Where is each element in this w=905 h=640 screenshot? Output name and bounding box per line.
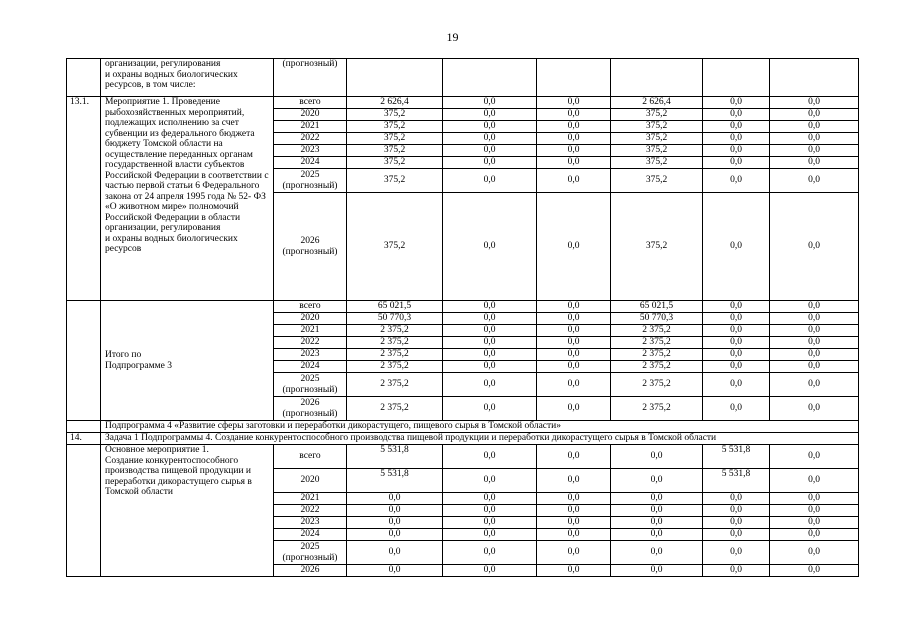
- value-cell: 375,2: [347, 157, 443, 169]
- table-row: [67, 59, 859, 97]
- value-cell: 0,0: [537, 361, 611, 373]
- value-cell: 375,2: [347, 121, 443, 133]
- value-cell: 0,0: [770, 121, 859, 133]
- value-cell: 5 531,8: [703, 469, 770, 493]
- value-cell: 0,0: [703, 157, 770, 169]
- value-cell: 0,0: [443, 157, 537, 169]
- value-cell: 50 770,3: [347, 313, 443, 325]
- value-cell: 0,0: [770, 193, 859, 301]
- value-cell: 5 531,8: [703, 445, 770, 469]
- value-cell: 0,0: [537, 349, 611, 361]
- value-cell: 2 375,2: [347, 361, 443, 373]
- period-cell: 2026 (прогнозный): [274, 397, 347, 421]
- value-cell: 0,0: [537, 373, 611, 397]
- value-cell: 0,0: [537, 145, 611, 157]
- value-cell: 2 375,2: [347, 373, 443, 397]
- period-cell: 2021: [274, 121, 347, 133]
- value-cell: [703, 59, 770, 97]
- value-cell: 2 375,2: [611, 397, 703, 421]
- value-cell: 0,0: [703, 397, 770, 421]
- value-cell: 0,0: [770, 313, 859, 325]
- value-cell: 375,2: [611, 121, 703, 133]
- value-cell: 0,0: [347, 565, 443, 577]
- row-number-cell: 14.: [67, 433, 101, 445]
- value-cell: 0,0: [443, 445, 537, 469]
- value-cell: 0,0: [443, 301, 537, 313]
- value-cell: 0,0: [537, 445, 611, 469]
- value-cell: 0,0: [611, 517, 703, 529]
- value-cell: 375,2: [347, 193, 443, 301]
- period-cell: 2025 (прогнозный): [274, 373, 347, 397]
- value-cell: 2 626,4: [611, 97, 703, 109]
- value-cell: 0,0: [770, 361, 859, 373]
- value-cell: 0,0: [770, 145, 859, 157]
- period-cell: 2025 (прогнозный): [274, 541, 347, 565]
- period-cell: всего: [274, 445, 347, 469]
- value-cell: 0,0: [770, 469, 859, 493]
- task-title: Задача 1 Подпрограммы 4. Создание конкурентоспособного производства пищевой продукции и переработки дикорастущего сырья в Томской области: [101, 433, 859, 445]
- value-cell: 0,0: [703, 301, 770, 313]
- value-cell: 0,0: [537, 169, 611, 193]
- value-cell: 2 375,2: [611, 337, 703, 349]
- period-cell: 2022: [274, 337, 347, 349]
- value-cell: 0,0: [703, 517, 770, 529]
- activity-name-cell: Мероприятие 1. Проведение рыбохозяйственных мероприятий, подлежащих исполнению за счет субвенции из федерального бюджета бюджету Томской области на осуществление переданных органам государственной власти субъектов Российской Федерации в соответствии с частью первой статьи 6 Федерального закона от 24 апреля 1995 года № 52- ФЗ «О животном мире» полномочий Российской Федерации в области организации, регулирования и охраны водных биологических ресурсов: [101, 97, 274, 301]
- value-cell: 0,0: [703, 505, 770, 517]
- value-cell: 0,0: [703, 493, 770, 505]
- value-cell: 65 021,5: [611, 301, 703, 313]
- period-cell: всего: [274, 97, 347, 109]
- value-cell: 0,0: [443, 325, 537, 337]
- value-cell: 0,0: [703, 133, 770, 145]
- value-cell: 0,0: [537, 121, 611, 133]
- value-cell: 0,0: [611, 541, 703, 565]
- period-cell: 2021: [274, 325, 347, 337]
- value-cell: 0,0: [703, 373, 770, 397]
- value-cell: 0,0: [537, 133, 611, 145]
- value-cell: 0,0: [770, 397, 859, 421]
- value-cell: 0,0: [537, 109, 611, 121]
- value-cell: [611, 59, 703, 97]
- value-cell: 0,0: [537, 529, 611, 541]
- value-cell: 0,0: [347, 493, 443, 505]
- value-cell: 0,0: [611, 529, 703, 541]
- subprogram-title: Подпрограмма 4 «Развитие сферы заготовки и переработки дикорастущего, пищевого сырья в Томской области»: [101, 421, 859, 433]
- value-cell: 375,2: [611, 133, 703, 145]
- period-cell: 2022: [274, 505, 347, 517]
- value-cell: 2 375,2: [611, 361, 703, 373]
- period-cell: (прогнозный): [274, 59, 347, 97]
- value-cell: 0,0: [770, 529, 859, 541]
- table-row: [67, 301, 859, 313]
- period-cell: 2021: [274, 493, 347, 505]
- value-cell: 0,0: [703, 121, 770, 133]
- value-cell: 0,0: [703, 337, 770, 349]
- value-cell: 0,0: [770, 97, 859, 109]
- value-cell: 0,0: [537, 157, 611, 169]
- value-cell: 65 021,5: [347, 301, 443, 313]
- period-cell: 2023: [274, 349, 347, 361]
- value-cell: 375,2: [347, 169, 443, 193]
- value-cell: 0,0: [611, 505, 703, 517]
- value-cell: 2 375,2: [347, 349, 443, 361]
- value-cell: 375,2: [611, 169, 703, 193]
- value-cell: 0,0: [537, 541, 611, 565]
- period-cell: 2020: [274, 109, 347, 121]
- value-cell: 0,0: [443, 469, 537, 493]
- value-cell: 375,2: [347, 145, 443, 157]
- value-cell: 0,0: [703, 529, 770, 541]
- value-cell: 2 375,2: [347, 325, 443, 337]
- value-cell: 0,0: [770, 133, 859, 145]
- value-cell: 0,0: [770, 301, 859, 313]
- value-cell: [347, 59, 443, 97]
- table-row: [67, 421, 859, 433]
- value-cell: [537, 59, 611, 97]
- value-cell: 0,0: [443, 493, 537, 505]
- value-cell: 0,0: [443, 337, 537, 349]
- value-cell: 0,0: [537, 505, 611, 517]
- value-cell: 0,0: [770, 493, 859, 505]
- value-cell: 0,0: [443, 361, 537, 373]
- period-cell: 2024: [274, 157, 347, 169]
- table-row: [67, 445, 859, 469]
- value-cell: 0,0: [537, 397, 611, 421]
- period-cell: 2020: [274, 469, 347, 493]
- budget-table: [66, 58, 859, 577]
- value-cell: 0,0: [770, 169, 859, 193]
- row-number-cell: 13.1.: [67, 97, 101, 301]
- value-cell: 0,0: [443, 169, 537, 193]
- table-row: [67, 433, 859, 445]
- value-cell: 0,0: [770, 541, 859, 565]
- row-number-cell: [67, 59, 101, 97]
- value-cell: 0,0: [443, 349, 537, 361]
- value-cell: 0,0: [443, 517, 537, 529]
- value-cell: 0,0: [443, 529, 537, 541]
- period-cell: 2020: [274, 313, 347, 325]
- value-cell: 0,0: [443, 565, 537, 577]
- activity-name-cell: организации, регулирования и охраны водных биологических ресурсов, в том числе:: [101, 59, 274, 97]
- value-cell: 0,0: [770, 157, 859, 169]
- value-cell: 2 375,2: [611, 349, 703, 361]
- value-cell: [443, 59, 537, 97]
- value-cell: 0,0: [611, 493, 703, 505]
- value-cell: 0,0: [703, 565, 770, 577]
- value-cell: 0,0: [770, 349, 859, 361]
- value-cell: 0,0: [443, 193, 537, 301]
- value-cell: 0,0: [770, 565, 859, 577]
- value-cell: 0,0: [703, 169, 770, 193]
- period-cell: 2024: [274, 529, 347, 541]
- value-cell: 0,0: [537, 193, 611, 301]
- period-cell: 2023: [274, 517, 347, 529]
- period-cell: 2026 (прогнозный): [274, 193, 347, 301]
- value-cell: 0,0: [703, 193, 770, 301]
- row-number-cell: [67, 445, 101, 577]
- period-cell: 2022: [274, 133, 347, 145]
- value-cell: 0,0: [703, 145, 770, 157]
- page-number: 19: [446, 30, 459, 44]
- table-row: [67, 97, 859, 109]
- period-cell: 2026: [274, 565, 347, 577]
- value-cell: 375,2: [611, 109, 703, 121]
- value-cell: 0,0: [443, 133, 537, 145]
- period-cell: 2025 (прогнозный): [274, 169, 347, 193]
- value-cell: 0,0: [347, 517, 443, 529]
- value-cell: 0,0: [537, 493, 611, 505]
- value-cell: 0,0: [443, 397, 537, 421]
- value-cell: 0,0: [537, 97, 611, 109]
- value-cell: 375,2: [347, 133, 443, 145]
- period-cell: всего: [274, 301, 347, 313]
- value-cell: 0,0: [611, 445, 703, 469]
- value-cell: 0,0: [537, 469, 611, 493]
- value-cell: 0,0: [703, 541, 770, 565]
- value-cell: 0,0: [537, 313, 611, 325]
- value-cell: 375,2: [347, 109, 443, 121]
- value-cell: 0,0: [703, 361, 770, 373]
- value-cell: [770, 59, 859, 97]
- value-cell: 0,0: [443, 541, 537, 565]
- value-cell: 0,0: [703, 325, 770, 337]
- value-cell: 375,2: [611, 145, 703, 157]
- value-cell: 375,2: [611, 157, 703, 169]
- value-cell: 0,0: [347, 529, 443, 541]
- value-cell: 0,0: [443, 97, 537, 109]
- value-cell: 0,0: [443, 121, 537, 133]
- value-cell: 0,0: [347, 505, 443, 517]
- value-cell: 0,0: [770, 373, 859, 397]
- value-cell: 0,0: [537, 565, 611, 577]
- value-cell: 375,2: [611, 193, 703, 301]
- period-cell: 2023: [274, 145, 347, 157]
- value-cell: 2 626,4: [347, 97, 443, 109]
- value-cell: 5 531,8: [347, 445, 443, 469]
- activity-name-cell: Итого по Подпрограмме 3: [101, 301, 274, 421]
- value-cell: 0,0: [770, 325, 859, 337]
- value-cell: 0,0: [770, 337, 859, 349]
- value-cell: 0,0: [537, 517, 611, 529]
- value-cell: 2 375,2: [347, 337, 443, 349]
- value-cell: 0,0: [537, 325, 611, 337]
- value-cell: 0,0: [537, 337, 611, 349]
- value-cell: 0,0: [703, 349, 770, 361]
- value-cell: 2 375,2: [611, 325, 703, 337]
- value-cell: 0,0: [770, 517, 859, 529]
- value-cell: 0,0: [770, 109, 859, 121]
- value-cell: 0,0: [703, 109, 770, 121]
- value-cell: 0,0: [611, 469, 703, 493]
- value-cell: 5 531,8: [347, 469, 443, 493]
- value-cell: 0,0: [443, 505, 537, 517]
- row-number-cell: [67, 301, 101, 421]
- value-cell: 0,0: [703, 313, 770, 325]
- value-cell: 0,0: [703, 97, 770, 109]
- value-cell: 0,0: [443, 373, 537, 397]
- value-cell: 0,0: [443, 145, 537, 157]
- value-cell: 0,0: [443, 313, 537, 325]
- value-cell: 2 375,2: [347, 397, 443, 421]
- value-cell: 0,0: [770, 445, 859, 469]
- value-cell: 0,0: [537, 301, 611, 313]
- value-cell: 50 770,3: [611, 313, 703, 325]
- value-cell: 2 375,2: [611, 373, 703, 397]
- activity-name-cell: Основное мероприятие 1. Создание конкурентоспособного производства пищевой продукции и переработки дикорастущего сырья в Томской области: [101, 445, 274, 577]
- value-cell: 0,0: [770, 505, 859, 517]
- value-cell: 0,0: [443, 109, 537, 121]
- value-cell: 0,0: [347, 541, 443, 565]
- value-cell: 0,0: [611, 565, 703, 577]
- period-cell: 2024: [274, 361, 347, 373]
- row-number-cell: [67, 421, 101, 433]
